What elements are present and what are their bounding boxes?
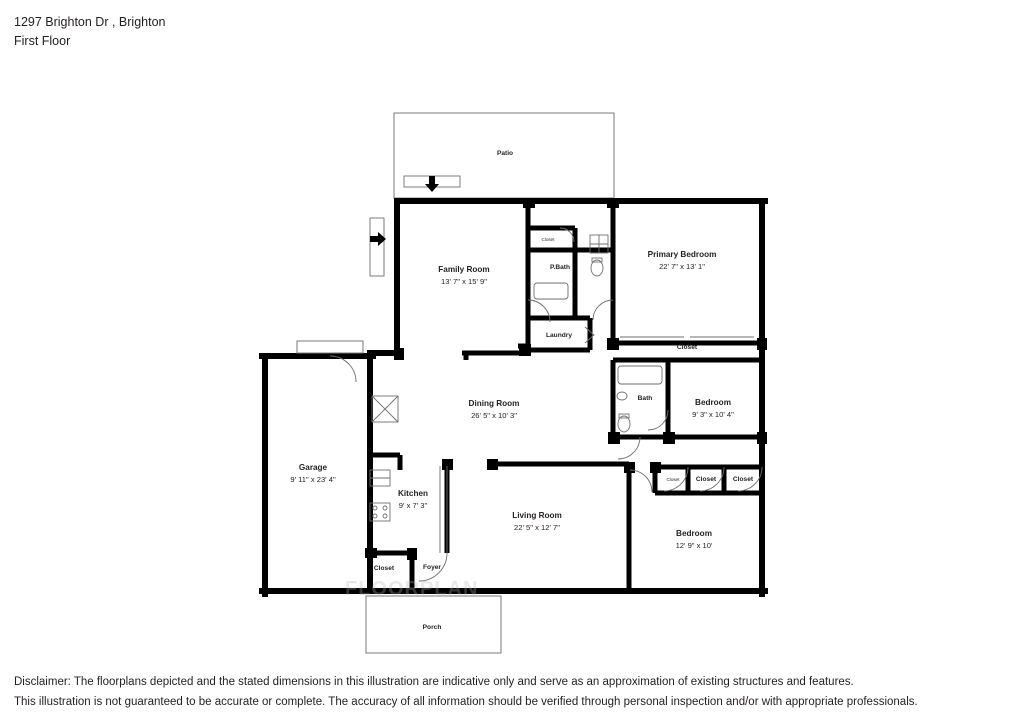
room-name: Kitchen — [397, 489, 429, 498]
room-name: Garage — [298, 463, 328, 472]
room-name: Living Room — [512, 511, 562, 520]
property-address: 1297 Brighton Dr , Brighton — [14, 15, 166, 29]
room-dimensions: 22' 7" x 13' 1" — [659, 261, 705, 271]
room-label — [648, 250, 717, 272]
room-dimensions: 13' 7" x 15' 9" — [441, 276, 487, 286]
room-label — [550, 263, 570, 274]
room-label — [676, 529, 713, 551]
room-dimensions: 9' 3" x 10' 4" — [692, 409, 734, 419]
disclaimer — [14, 672, 1004, 712]
room-dimensions: 12' 9" x 10' — [675, 540, 713, 550]
room-name: Closet — [373, 564, 395, 572]
room-name: Closet — [695, 475, 717, 483]
entry-arrows — [370, 176, 439, 246]
room-label — [423, 623, 442, 634]
room-name: Bath — [637, 394, 653, 402]
room-name: Primary Bedroom — [647, 250, 717, 259]
garage-door — [297, 341, 363, 353]
room-name: Foyer — [423, 563, 441, 571]
room-label — [692, 398, 734, 420]
room-label — [666, 475, 679, 486]
room-name: Closet — [732, 475, 754, 483]
disclaimer-line-2: This illustration is not guaranteed to be accurate or complete. The accuracy of all information should be verified through personal inspection and/or with appropriate professionals. — [14, 696, 918, 708]
room-dimensions: 9' x 7' 3" — [398, 500, 428, 510]
room-dimensions: 22' 5" x 12' 7" — [514, 522, 560, 532]
room-label — [696, 475, 716, 486]
room-name: Patio — [496, 149, 514, 157]
room-name: Porch — [422, 623, 442, 631]
room-label — [541, 235, 554, 246]
room-name: Closet — [676, 343, 698, 351]
room-name: Dining Room — [468, 399, 520, 408]
room-name: P.Bath — [549, 263, 571, 271]
room-label — [677, 343, 697, 354]
room-label — [497, 149, 513, 160]
room-label — [374, 564, 394, 575]
room-label — [398, 489, 428, 511]
room-dimensions: 9' 11" x 23' 4" — [290, 474, 336, 484]
room-label — [733, 475, 753, 486]
room-label — [469, 399, 520, 421]
room-label — [438, 265, 489, 287]
room-name: Closet — [666, 476, 680, 482]
watermark: FLOORPLAN — [345, 578, 479, 600]
room-label — [546, 331, 572, 342]
room-dimensions: 26' 5" x 10' 3" — [471, 410, 517, 420]
room-name: Bedroom — [676, 529, 712, 538]
room-label — [423, 563, 441, 574]
room-label — [638, 394, 653, 405]
room-name: Family Room — [438, 265, 490, 274]
room-label — [290, 463, 335, 485]
room-name: Closet — [541, 236, 555, 242]
room-name: Laundry — [545, 331, 573, 339]
disclaimer-line-1: Disclaimer: The floorplans depicted and the stated dimensions in this illustration are indicative only and serve as an approximation of existing structures and features. — [14, 676, 854, 688]
room-name: Bedroom — [695, 398, 731, 407]
floor-label: First Floor — [14, 34, 71, 48]
room-label — [512, 511, 562, 533]
